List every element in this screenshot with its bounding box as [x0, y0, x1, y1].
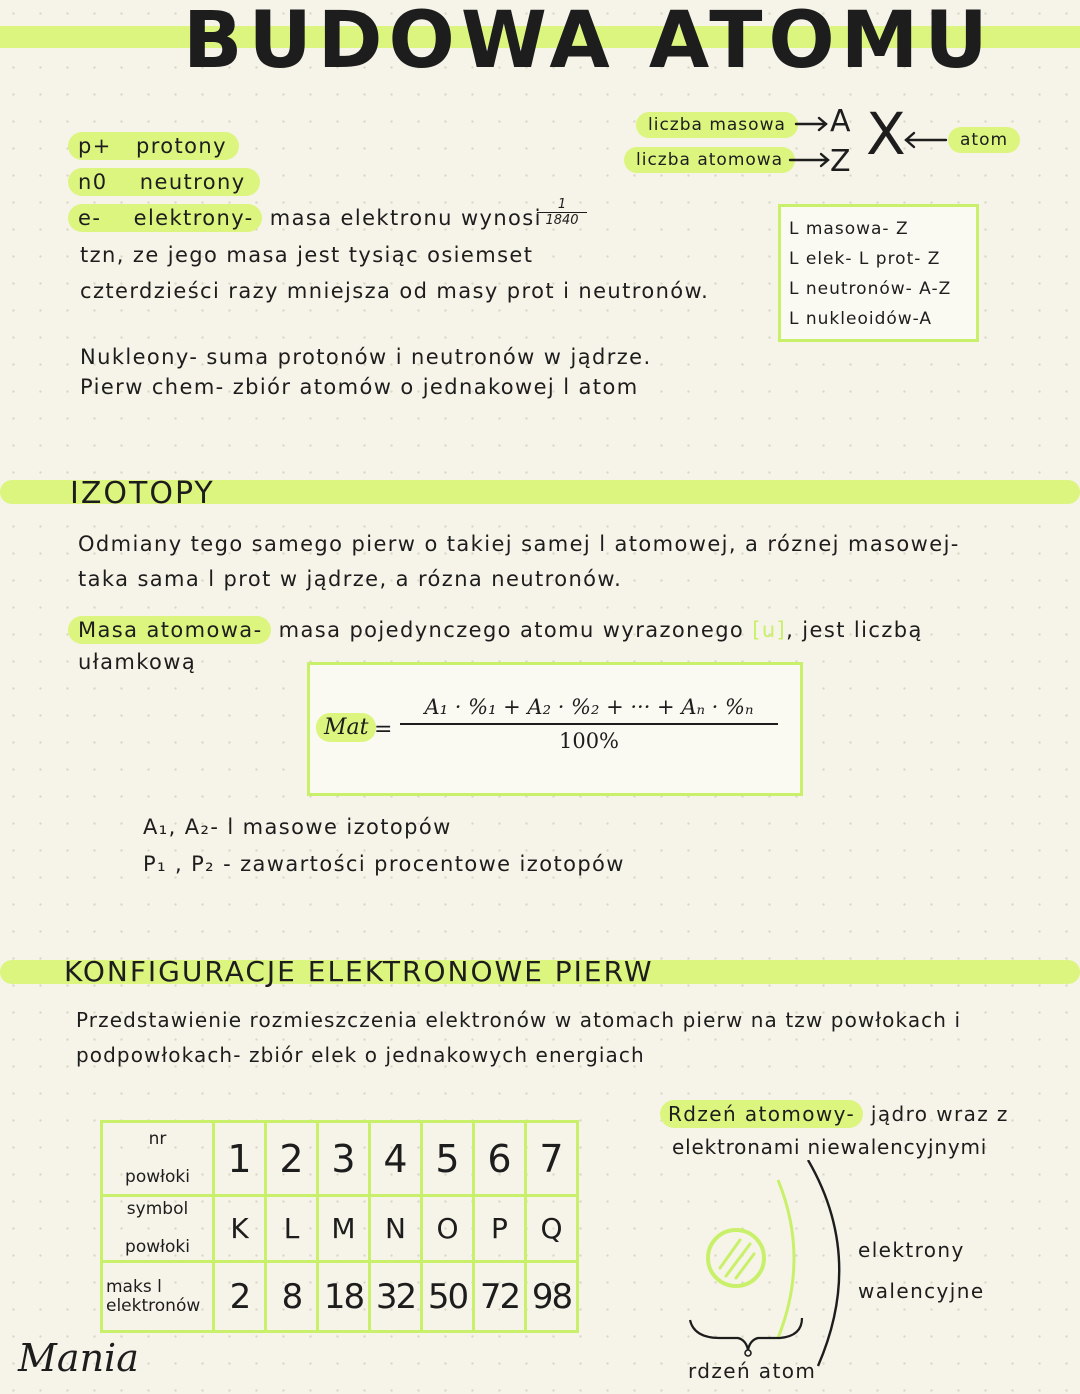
shell-max-electrons: 2: [214, 1262, 266, 1332]
formula-fraction: [400, 695, 778, 753]
valence-label-line2: walencyjne: [858, 1279, 985, 1303]
configuration-heading: KONFIGURACJE ELEKTRONOWE PIERW: [64, 955, 654, 988]
atomic-mass-line2: ułamkową: [78, 650, 197, 674]
proton-name: protony: [135, 134, 227, 158]
shell-number: 3: [318, 1122, 370, 1196]
configuration-def-line2: podpowłokach- zbiór elek o jednakowych energiach: [76, 1043, 645, 1067]
formula-equals: =: [374, 717, 393, 742]
rule-line: L neutronów- A-Z: [789, 279, 952, 299]
valence-label-line1: elektrony: [858, 1238, 965, 1262]
isotopes-heading: IZOTOPY: [70, 476, 215, 511]
neutron-name: neutrony: [139, 170, 246, 194]
atom-core-diagram: [680, 1160, 850, 1370]
rules-box: [778, 204, 979, 342]
electron-mass-fraction: [537, 197, 587, 229]
configuration-def-line1: Przedstawienie rozmieszczenia elektronów w atomach pierw na tzw powłokach i: [76, 1008, 962, 1032]
shell-symbol: N: [370, 1196, 422, 1262]
rule-line: L nukleoidów-A: [789, 309, 933, 329]
formula-legend-line2: P₁ , P₂ - zawartości procentowe izotopów: [143, 852, 625, 876]
neutron-symbol: n0: [78, 170, 108, 194]
atomic-mass-line: [68, 618, 923, 642]
shell-max-electrons: 98: [526, 1262, 578, 1332]
row-label-symbol: symbol powłoki: [102, 1196, 214, 1262]
formula-numerator: A₁ · %₁ + A₂ · %₂ + ··· + Aₙ · %ₙ: [400, 695, 778, 725]
row-label-number: nr powłoki: [102, 1122, 214, 1196]
shell-symbol: L: [266, 1196, 318, 1262]
atomic-mass-def-tail: , jest liczbą: [786, 618, 923, 642]
electron-note-line2: czterdzieści razy mniejsza od masy prot i neutronów.: [80, 279, 710, 303]
particle-neutrons: [68, 170, 260, 194]
core-def-line1: jądro wraz z: [870, 1102, 1009, 1126]
formula-legend-line1: A₁, A₂- l masowe izotopów: [143, 815, 452, 839]
proton-symbol: p+: [78, 134, 112, 158]
atom-label: atom: [948, 130, 1038, 156]
isotopes-def-line2: taka sama l prot w jądrze, a rózna neutronów.: [78, 567, 623, 591]
shell-number: 4: [370, 1122, 422, 1196]
rule-line: L elek- L prot- Z: [789, 249, 941, 269]
notation-mass-number: A: [830, 104, 851, 139]
shell-max-electrons: 50: [422, 1262, 474, 1332]
shell-number: 5: [422, 1122, 474, 1196]
isotopes-def-line1: Odmiany tego samego pierw o takiej samej l atomowej, a róznej masowej-: [78, 532, 960, 556]
shell-number: 6: [474, 1122, 526, 1196]
shell-number: 2: [266, 1122, 318, 1196]
formula-lhs: Mat: [316, 715, 376, 740]
shell-symbol: Q: [526, 1196, 578, 1262]
shell-number: 1: [214, 1122, 266, 1196]
electron-name: elektrony-: [133, 206, 254, 230]
particle-electrons: [68, 206, 542, 230]
shell-max-electrons: 32: [370, 1262, 422, 1332]
formula-denominator: 100%: [558, 729, 620, 753]
shells-table: [100, 1120, 579, 1333]
shell-symbol: M: [318, 1196, 370, 1262]
mass-number-label: liczba masowa: [636, 115, 798, 135]
shell-max-electrons: 8: [266, 1262, 318, 1332]
atomic-mass-def: masa pojedynczego atomu wyrazonego: [278, 618, 745, 642]
shell-symbol: K: [214, 1196, 266, 1262]
atomic-mass-term: Masa atomowa-: [68, 616, 271, 644]
signature: Mania: [18, 1336, 139, 1380]
page-title: BUDOWA ATOMU: [183, 0, 994, 86]
shell-number: 7: [526, 1122, 578, 1196]
electron-mass-desc: masa elektronu wynosi: [269, 206, 542, 230]
formula-box: [307, 662, 803, 796]
rule-line: L masowa- Z: [789, 219, 909, 239]
core-label: rdzeń atom: [688, 1359, 817, 1383]
nucleons-definition: Nukleony- suma protonów i neutronów w jądrze.: [80, 345, 652, 369]
row-label-max-electrons: maks l elektronów: [102, 1262, 214, 1332]
notation-atomic-number: Z: [830, 144, 851, 179]
element-definition: Pierw chem- zbiór atomów o jednakowej l atom: [80, 375, 639, 399]
electron-note-line1: tzn, ze jego masa jest tysiąc osiemset: [80, 243, 534, 267]
shell-symbol: P: [474, 1196, 526, 1262]
core-definition-line2: elektronami niewalencyjnymi: [672, 1135, 988, 1159]
fraction-numerator: 1: [537, 197, 587, 213]
fraction-denominator: 1840: [545, 213, 579, 228]
core-term: Rdzeń atomowy-: [660, 1100, 863, 1128]
shell-max-electrons: 18: [318, 1262, 370, 1332]
atomic-number-label: liczba atomowa: [624, 150, 795, 170]
core-definition-line1: [660, 1102, 1009, 1126]
unit-label: [u]: [752, 618, 787, 642]
notation-element-symbol: X: [866, 100, 906, 168]
particle-protons: [68, 134, 239, 158]
shell-max-electrons: 72: [474, 1262, 526, 1332]
electron-symbol: e-: [78, 206, 102, 230]
shell-symbol: O: [422, 1196, 474, 1262]
